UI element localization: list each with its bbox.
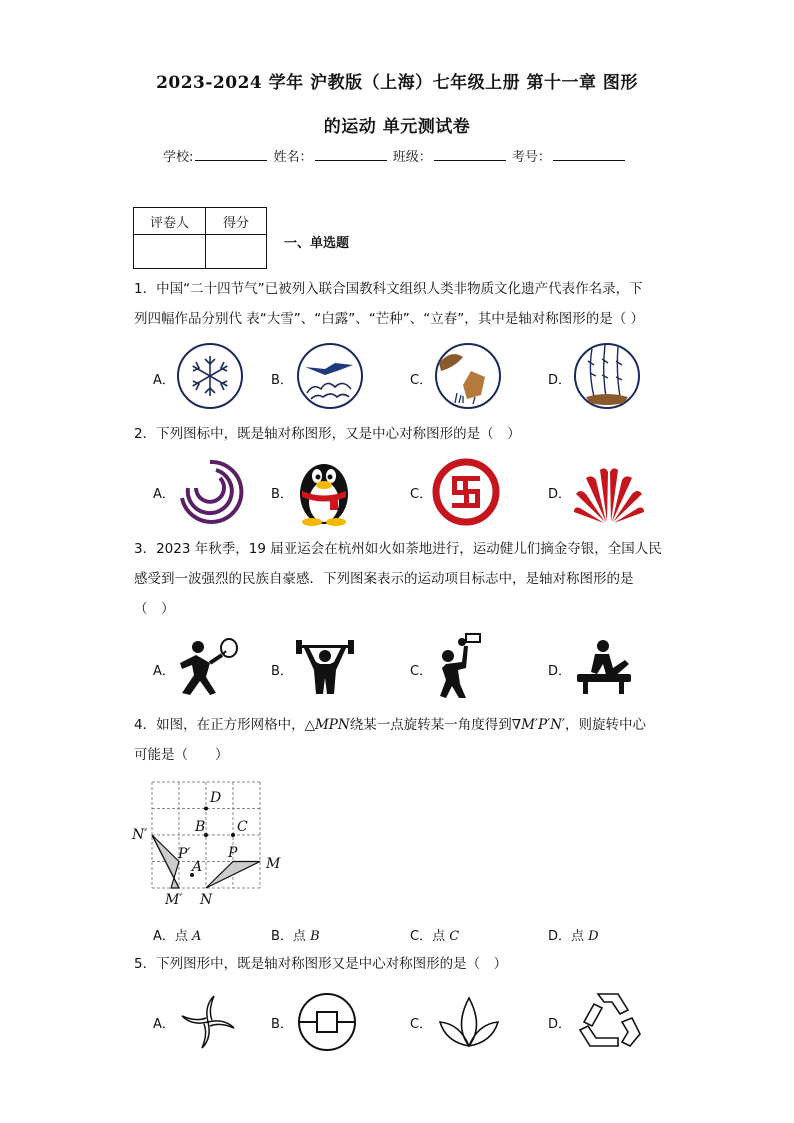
q4-line-1: [134, 710, 694, 740]
q4-option-a-val: A: [192, 929, 202, 944]
huawei-logo-icon: [572, 464, 646, 524]
point-d: [204, 807, 208, 811]
label-n: N: [200, 892, 213, 908]
coin-icon: [296, 991, 358, 1053]
name-label: 姓名：: [273, 150, 313, 165]
q4-option-c[interactable]: [410, 925, 459, 944]
student-info: [163, 146, 627, 165]
q2-option-a[interactable]: A．: [153, 487, 175, 502]
q2-option-c[interactable]: C．: [410, 487, 433, 502]
title-line-1: 2023-2024 学年 沪教版（上海）七年级上册 第十一章 图形: [156, 73, 638, 93]
lotus-icon: [436, 992, 502, 1052]
q3-option-a[interactable]: A．: [153, 664, 175, 679]
section-heading: 一、单选题: [284, 236, 350, 251]
q4-option-c-key: C．点: [410, 929, 450, 944]
label-p: P: [228, 845, 238, 861]
q4-option-b-val: B: [310, 929, 320, 944]
q4-option-c-val: C: [449, 929, 460, 944]
swirl-logo-icon: [176, 458, 244, 526]
tennis-icon: [176, 637, 242, 697]
q3-option-b[interactable]: B．: [271, 664, 293, 679]
q3-line-1: 3．2023 年秋季，19 届亚运会在杭州如火如荼地进行，运动健儿们摘金夺银，全国人民: [134, 541, 662, 557]
basketball-icon: [432, 632, 488, 700]
icbc-logo-icon: [432, 458, 500, 526]
name-blank[interactable]: [315, 148, 387, 161]
q4-stem: [134, 710, 694, 770]
reviewer-header: 评卷人: [134, 208, 206, 235]
q4-option-d[interactable]: [548, 925, 599, 944]
q3-line-2: 感受到一波强烈的民族自豪感．下列图案表示的运动项目标志中，是轴对称图形的是: [134, 571, 634, 587]
reviewer-cell[interactable]: [134, 235, 206, 269]
recycle-icon: [576, 990, 642, 1050]
rotation-grid-figure: [128, 776, 288, 908]
q4-option-b-key: B．点: [271, 929, 311, 944]
class-label: 班级：: [392, 150, 432, 165]
label-c: C: [237, 819, 248, 835]
title-line-2: 的运动 单元测试卷: [323, 117, 471, 137]
number-blank[interactable]: [553, 148, 625, 161]
q3-option-d[interactable]: D．: [548, 664, 572, 679]
score-table: [133, 207, 267, 269]
q4-triangle-mpn-prime: ∇M′P′N′: [511, 717, 566, 733]
q1-option-b[interactable]: B．: [271, 373, 293, 388]
q4-text-pre: 4．如图，在正方形网格中，: [134, 717, 305, 733]
class-blank[interactable]: [434, 148, 506, 161]
willow-icon: [572, 341, 642, 411]
pommel-horse-icon: [573, 638, 633, 696]
q4-option-b[interactable]: [271, 925, 320, 944]
score-header: 得分: [206, 208, 267, 235]
weightlifting-icon: [294, 636, 356, 698]
school-blank[interactable]: [195, 148, 267, 161]
q3-line-3: （ ）: [134, 601, 175, 617]
number-label: 考号：: [511, 150, 551, 165]
q5-option-a[interactable]: A．: [153, 1017, 175, 1032]
q4-triangle-mpn: △MPN: [304, 717, 350, 733]
q3-option-c[interactable]: C．: [410, 664, 433, 679]
label-b: B: [195, 819, 206, 835]
q1-line-2: 列四幅作品分别代 表“大雪”、“白露”、“芒种”、“立春”，其中是轴对称图形的是（ ）: [134, 311, 645, 327]
label-m: M: [266, 856, 281, 872]
q3-stem: [134, 534, 674, 624]
snowflake-icon: [175, 341, 245, 411]
point-c: [231, 833, 235, 837]
seedling-icon: [433, 341, 503, 411]
label-p-prime: P′: [178, 846, 191, 862]
q5-option-d[interactable]: D．: [548, 1017, 572, 1032]
q2-option-d[interactable]: D．: [548, 487, 572, 502]
q2-stem: 2．下列图标中，既是轴对称图形，又是中心对称图形的是（ ）: [134, 426, 521, 442]
q1-option-d[interactable]: D．: [548, 373, 572, 388]
q4-option-d-val: D: [588, 929, 599, 944]
pinwheel-icon: [178, 992, 238, 1052]
label-d: D: [210, 790, 222, 806]
penguin-logo-icon: [292, 454, 356, 526]
q4-text-post: ，则旋转中心: [565, 717, 647, 733]
q5-stem: 5．下列图形中，既是轴对称图形又是中心对称图形的是（ ）: [134, 956, 508, 972]
school-label: 学校:: [163, 150, 194, 165]
label-a: A: [192, 859, 203, 875]
q1-stem: [134, 274, 674, 334]
q1-line-1: 1．中国“二十四节气”已被列入联合国教科文组织人类非物质文化遗产代表作名录，下: [134, 281, 643, 297]
q4-text-mid: 绕某一点旋转某一角度得到: [349, 717, 512, 733]
q5-option-c[interactable]: C．: [410, 1017, 433, 1032]
q2-option-b[interactable]: B．: [271, 487, 293, 502]
score-cell[interactable]: [206, 235, 267, 269]
q1-option-c[interactable]: C．: [410, 373, 433, 388]
q4-option-d-key: D．点: [548, 929, 589, 944]
q4-option-a[interactable]: [153, 925, 201, 944]
label-m-prime: M′: [165, 892, 183, 908]
label-n-prime: N′: [132, 827, 148, 843]
crane-cloud-icon: [295, 341, 365, 411]
q4-option-a-key: A．点: [153, 929, 193, 944]
q1-option-a[interactable]: A．: [153, 373, 175, 388]
q5-option-b[interactable]: B．: [271, 1017, 293, 1032]
q4-line-2: 可能是（ ）: [134, 747, 229, 763]
